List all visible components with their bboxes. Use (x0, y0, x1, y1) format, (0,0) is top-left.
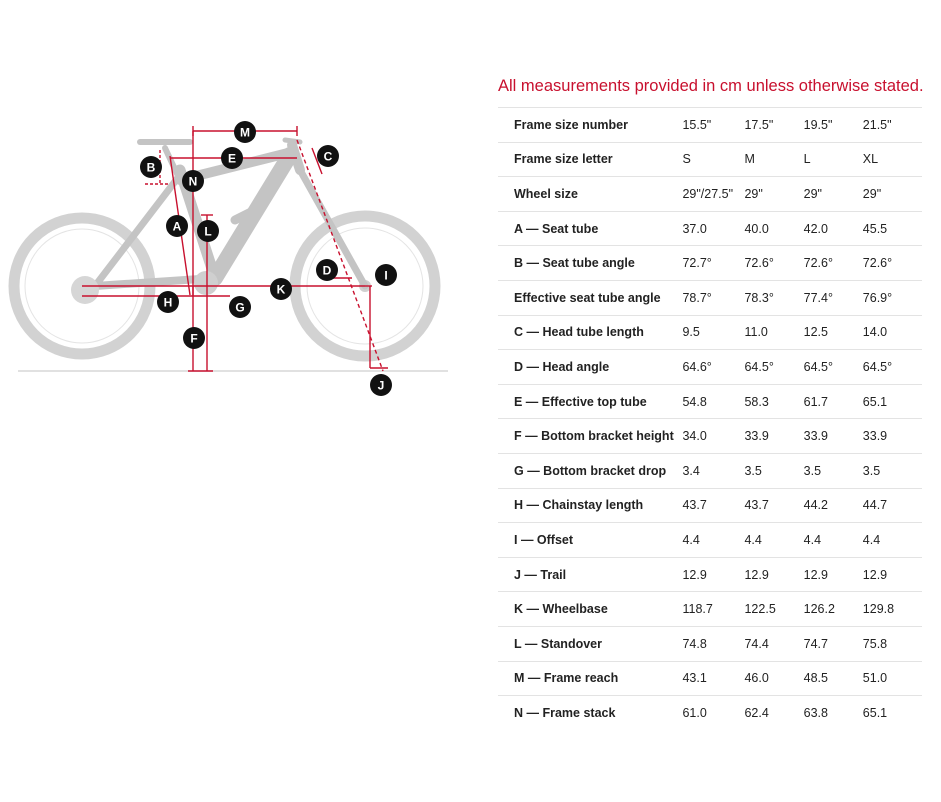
row-label: Frame size letter (498, 142, 682, 177)
row-label: A — Seat tube (498, 211, 682, 246)
label-marker-b (140, 156, 162, 178)
table-row (498, 696, 922, 730)
row-value: 64.5° (744, 350, 803, 385)
table-row (498, 211, 922, 246)
table-row (498, 592, 922, 627)
row-value: 78.3° (744, 280, 803, 315)
svg-text:J: J (377, 378, 385, 393)
svg-text:I: I (384, 268, 388, 283)
table-row (498, 523, 922, 558)
row-label: G — Bottom bracket drop (498, 453, 682, 488)
row-value: 33.9 (744, 419, 803, 454)
row-value: 75.8 (863, 626, 922, 661)
row-value: 11.0 (744, 315, 803, 350)
label-marker-f (183, 327, 205, 349)
svg-text:B: B (146, 160, 156, 175)
row-value: 63.8 (804, 696, 863, 730)
row-label: I — Offset (498, 523, 682, 558)
row-value: 45.5 (863, 211, 922, 246)
row-value: 126.2 (804, 592, 863, 627)
svg-text:N: N (188, 174, 198, 189)
row-value: 74.7 (804, 626, 863, 661)
row-value: 12.9 (744, 557, 803, 592)
row-value: 43.7 (744, 488, 803, 523)
row-value: 74.8 (682, 626, 744, 661)
row-value: 3.4 (682, 453, 744, 488)
row-value: 72.6° (863, 246, 922, 281)
row-label: L — Standover (498, 626, 682, 661)
row-value: 62.4 (744, 696, 803, 730)
row-value: 118.7 (682, 592, 744, 627)
row-label: N — Frame stack (498, 696, 682, 730)
row-label: E — Effective top tube (498, 384, 682, 419)
row-value: 44.7 (863, 488, 922, 523)
svg-text:D: D (322, 263, 332, 278)
row-value: 54.8 (682, 384, 744, 419)
row-value: 17.5" (744, 108, 803, 143)
table-row (498, 557, 922, 592)
row-label: Effective seat tube angle (498, 280, 682, 315)
row-value: 33.9 (804, 419, 863, 454)
row-label: C — Head tube length (498, 315, 682, 350)
row-value: 77.4° (804, 280, 863, 315)
row-label: Wheel size (498, 177, 682, 212)
row-value: 12.5 (804, 315, 863, 350)
row-value: 65.1 (863, 696, 922, 730)
row-value: 72.6° (804, 246, 863, 281)
label-marker-l (197, 220, 219, 242)
label-marker-n (182, 170, 204, 192)
row-value: 21.5" (863, 108, 922, 143)
bike-geometry-diagram (0, 100, 470, 410)
row-value: 42.0 (804, 211, 863, 246)
row-value: 74.4 (744, 626, 803, 661)
row-value: 4.4 (863, 523, 922, 558)
row-value: XL (863, 142, 922, 177)
row-value: 78.7° (682, 280, 744, 315)
row-value: 72.7° (682, 246, 744, 281)
row-value: 3.5 (804, 453, 863, 488)
table-row (498, 142, 922, 177)
row-label: F — Bottom bracket height (498, 419, 682, 454)
row-value: 61.7 (804, 384, 863, 419)
row-value: M (744, 142, 803, 177)
row-value: 33.9 (863, 419, 922, 454)
label-marker-d (316, 259, 338, 281)
row-label: J — Trail (498, 557, 682, 592)
row-value: S (682, 142, 744, 177)
measurement-notice: All measurements provided in cm unless otherwise stated. (498, 77, 924, 95)
row-label: Frame size number (498, 108, 682, 143)
row-value: 122.5 (744, 592, 803, 627)
row-value: 58.3 (744, 384, 803, 419)
row-label: B — Seat tube angle (498, 246, 682, 281)
row-value: 43.1 (682, 661, 744, 696)
row-label: H — Chainstay length (498, 488, 682, 523)
label-marker-j (370, 374, 392, 396)
row-value: 12.9 (863, 557, 922, 592)
table-row (498, 315, 922, 350)
row-value: 12.9 (682, 557, 744, 592)
row-value: 29" (804, 177, 863, 212)
label-marker-h (157, 291, 179, 313)
svg-text:H: H (163, 295, 173, 310)
table-row (498, 626, 922, 661)
label-marker-g (229, 296, 251, 318)
table-row (498, 419, 922, 454)
svg-text:M: M (240, 125, 250, 140)
row-value: 29" (744, 177, 803, 212)
row-value: 40.0 (744, 211, 803, 246)
row-value: 64.6° (682, 350, 744, 385)
svg-text:A: A (172, 219, 182, 234)
svg-text:K: K (276, 282, 286, 297)
geometry-table (498, 107, 922, 730)
row-value: 29" (863, 177, 922, 212)
row-value: 4.4 (682, 523, 744, 558)
row-value: 64.5° (804, 350, 863, 385)
label-marker-a (166, 215, 188, 237)
row-value: 64.5° (863, 350, 922, 385)
row-value: 34.0 (682, 419, 744, 454)
row-value: 4.4 (744, 523, 803, 558)
svg-text:C: C (323, 149, 333, 164)
label-marker-i (375, 264, 397, 286)
row-value: 19.5" (804, 108, 863, 143)
label-marker-e (221, 147, 243, 169)
row-value: 65.1 (863, 384, 922, 419)
row-value: 15.5" (682, 108, 744, 143)
table-row (498, 350, 922, 385)
svg-text:F: F (190, 331, 198, 346)
row-value: 29"/27.5" (682, 177, 744, 212)
row-value: 37.0 (682, 211, 744, 246)
row-label: M — Frame reach (498, 661, 682, 696)
row-value: 61.0 (682, 696, 744, 730)
geometry-table-body (498, 108, 922, 730)
row-value: L (804, 142, 863, 177)
table-row (498, 384, 922, 419)
row-value: 43.7 (682, 488, 744, 523)
label-marker-k (270, 278, 292, 300)
row-value: 72.6° (744, 246, 803, 281)
svg-text:E: E (227, 151, 237, 166)
table-row (498, 246, 922, 281)
row-value: 3.5 (744, 453, 803, 488)
svg-text:L: L (204, 224, 212, 239)
table-row (498, 453, 922, 488)
row-value: 14.0 (863, 315, 922, 350)
row-value: 46.0 (744, 661, 803, 696)
row-label: K — Wheelbase (498, 592, 682, 627)
row-label: D — Head angle (498, 350, 682, 385)
table-row (498, 280, 922, 315)
table-row (498, 177, 922, 212)
row-value: 4.4 (804, 523, 863, 558)
row-value: 44.2 (804, 488, 863, 523)
row-value: 12.9 (804, 557, 863, 592)
label-marker-c (317, 145, 339, 167)
svg-text:G: G (235, 300, 245, 315)
row-value: 48.5 (804, 661, 863, 696)
row-value: 51.0 (863, 661, 922, 696)
table-row (498, 661, 922, 696)
table-row (498, 488, 922, 523)
row-value: 9.5 (682, 315, 744, 350)
label-marker-m (234, 121, 256, 143)
table-row (498, 108, 922, 143)
row-value: 76.9° (863, 280, 922, 315)
row-value: 3.5 (863, 453, 922, 488)
row-value: 129.8 (863, 592, 922, 627)
